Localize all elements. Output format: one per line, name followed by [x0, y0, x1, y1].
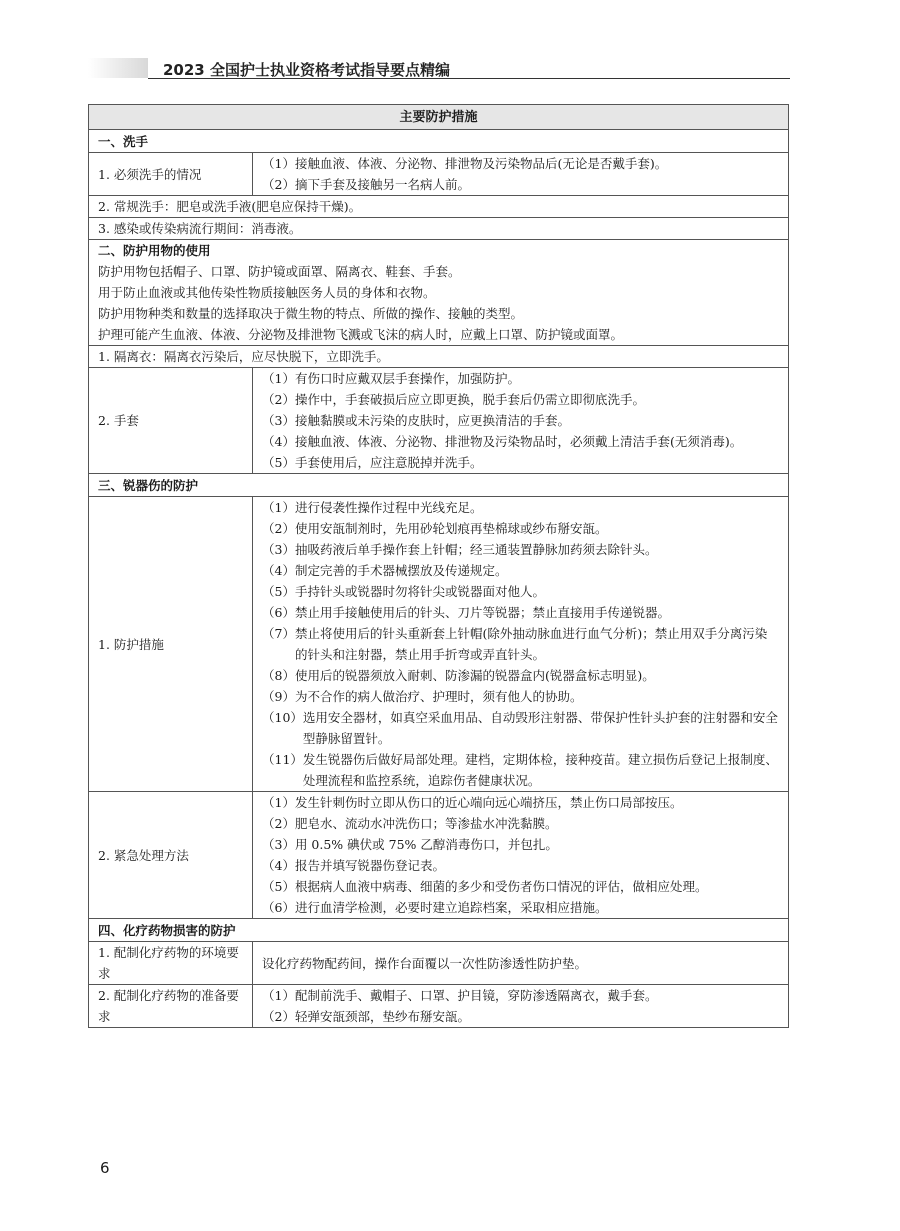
- item-text: 手持针头或锐器时勿将针尖或锐器面对他人。: [294, 584, 545, 599]
- item-text: 进行血清学检测，必要时建立追踪档案，采取相应措施。: [294, 900, 608, 915]
- item-text: 制定完善的手术器械摆放及传递规定。: [294, 563, 508, 578]
- list-item: [262, 452, 779, 473]
- table-row: [89, 985, 789, 1028]
- item-text: 操作中，手套破损后应立即更换，脱手套后仍需立即彻底洗手。: [294, 392, 645, 407]
- item-number: （4）: [262, 858, 295, 873]
- list-item: [262, 560, 779, 581]
- item-number: （4）: [262, 434, 295, 449]
- table-row: [89, 497, 789, 792]
- item-number: （2）: [262, 392, 295, 407]
- table-row: [89, 196, 789, 218]
- list-item: [262, 1006, 779, 1027]
- item-number: （6）: [262, 900, 295, 915]
- table-caption: 主要防护措施: [89, 105, 789, 130]
- list-item: [262, 686, 779, 707]
- section-intro-line: 防护用物包括帽子、口罩、防护镜或面罩、隔离衣、鞋套、手套。: [98, 264, 461, 279]
- item-number: （1）: [262, 156, 295, 171]
- row-label: 1. 配制化疗药物的环境要求: [89, 942, 253, 985]
- section-title-text: 二、防护用物的使用: [98, 243, 211, 258]
- table-row: [89, 153, 789, 196]
- list-item: [262, 665, 779, 686]
- row-label: 2. 配制化疗药物的准备要求: [89, 985, 253, 1028]
- row-content: [253, 368, 789, 474]
- row-text: 2. 常规洗手：肥皂或洗手液(肥皂应保持干燥)。: [89, 196, 789, 218]
- book-title: 2023 全国护士执业资格考试指导要点精编: [163, 61, 450, 79]
- list-item: [262, 834, 779, 855]
- section-title: [89, 240, 789, 346]
- row-text: 3. 感染或传染病流行期间：消毒液。: [89, 218, 789, 240]
- section-intro-line: 防护用物种类和数量的选择取决于微生物的特点、所做的操作、接触的类型。: [98, 306, 524, 321]
- list-item: [262, 897, 779, 918]
- table-row: [89, 346, 789, 368]
- item-number: （1）: [262, 371, 295, 386]
- item-text: 肥皂水、流动水冲洗伤口；等渗盐水冲洗黏膜。: [294, 816, 558, 831]
- item-text: 配制前洗手、戴帽子、口罩、护目镜，穿防渗透隔离衣，戴手套。: [294, 988, 658, 1003]
- item-number: （9）: [262, 689, 295, 704]
- table-row: [89, 218, 789, 240]
- list-item: [262, 792, 779, 813]
- list-item: [262, 497, 779, 518]
- list-item: [262, 539, 779, 560]
- item-text: 接触黏膜或未污染的皮肤时，应更换清洁的手套。: [294, 413, 570, 428]
- item-number: （6）: [262, 605, 295, 620]
- item-text: 摘下手套及接触另一名病人前。: [294, 177, 470, 192]
- item-number: （1）: [262, 988, 295, 1003]
- item-number: （5）: [262, 455, 295, 470]
- item-text: 为不合作的病人做治疗、护理时，须有他人的协助。: [294, 689, 583, 704]
- list-item: [262, 707, 779, 749]
- list-item: [262, 389, 779, 410]
- page-header: [88, 58, 790, 80]
- item-text: 发生锐器伤后做好局部处理。建档，定期体检，接种疫苗。建立损伤后登记上报制度、处理流程和监控系统，追踪伤者健康状况。: [302, 752, 778, 788]
- table-row: [89, 368, 789, 474]
- item-text: 发生针刺伤时立即从伤口的近心端向远心端挤压，禁止伤口局部按压。: [294, 795, 683, 810]
- item-text: 轻弹安瓿颈部，垫纱布掰安瓿。: [294, 1009, 470, 1024]
- row-label: 2. 手套: [89, 368, 253, 474]
- row-content: [253, 985, 789, 1028]
- list-item: [262, 623, 779, 665]
- section-title: 三、锐器伤的防护: [89, 474, 789, 497]
- row-content: [253, 792, 789, 919]
- row-content: [253, 153, 789, 196]
- list-item: [262, 431, 779, 452]
- item-text: 接触血液、体液、分泌物、排泄物及污染物品后(无论是否戴手套)。: [294, 156, 668, 171]
- item-number: （10）: [262, 710, 303, 725]
- item-number: （1）: [262, 795, 295, 810]
- page-number: 6: [100, 1159, 110, 1177]
- list-item: [262, 749, 779, 791]
- item-number: （3）: [262, 542, 295, 557]
- item-text: 禁止将使用后的针头重新套上针帽(除外抽动脉血进行血气分析)；禁止用双手分离污染的针头和注射器，禁止用手折弯或弄直针头。: [294, 626, 768, 662]
- row-text: 1. 隔离衣：隔离衣污染后，应尽快脱下，立即洗手。: [89, 346, 789, 368]
- section-row: [89, 474, 789, 497]
- row-label: 1. 防护措施: [89, 497, 253, 792]
- item-number: （2）: [262, 177, 295, 192]
- list-item: [262, 953, 779, 974]
- item-number: （3）: [262, 837, 295, 852]
- item-number: （2）: [262, 816, 295, 831]
- item-number: （5）: [262, 584, 295, 599]
- item-text: 使用后的锐器须放入耐刺、防渗漏的锐器盒内(锐器盒标志明显)。: [294, 668, 655, 683]
- item-text: 选用安全器材，如真空采血用品、自动毁形注射器、带保护性针头护套的注射器和安全型静脉留置针。: [302, 710, 778, 746]
- list-item: [262, 602, 779, 623]
- item-number: （2）: [262, 1009, 295, 1024]
- list-item: [262, 368, 779, 389]
- row-content: [253, 497, 789, 792]
- item-text: 设化疗药物配药间，操作台面覆以一次性防渗透性防护垫。: [262, 955, 588, 971]
- item-text: 使用安瓿制剂时，先用砂轮划痕再垫棉球或纱布掰安瓿。: [294, 521, 608, 536]
- section-title: 一、洗手: [89, 130, 789, 153]
- table-row: [89, 792, 789, 919]
- row-content: [253, 942, 789, 985]
- section-intro-line: 护理可能产生血液、体液、分泌物及排泄物飞溅或飞沫的病人时，应戴上口罩、防护镜或面罩。: [98, 327, 624, 342]
- list-item: [262, 174, 779, 195]
- list-item: [262, 153, 779, 174]
- header-gradient-bar: [88, 58, 148, 78]
- item-number: （5）: [262, 879, 295, 894]
- item-number: （1）: [262, 500, 295, 515]
- list-item: [262, 855, 779, 876]
- item-number: （7）: [262, 626, 295, 641]
- item-text: 根据病人血液中病毒、细菌的多少和受伤者伤口情况的评估，做相应处理。: [294, 879, 708, 894]
- item-number: （3）: [262, 413, 295, 428]
- list-item: [262, 581, 779, 602]
- table-caption-row: [89, 105, 789, 130]
- item-text: 接触血液、体液、分泌物、排泄物及污染物品时，必须戴上清洁手套(无须消毒)。: [294, 434, 743, 449]
- section-row: [89, 240, 789, 346]
- section-intro-line: 用于防止血液或其他传染性物质接触医务人员的身体和衣物。: [98, 285, 436, 300]
- protection-measures-table: [88, 104, 789, 1028]
- item-number: （2）: [262, 521, 295, 536]
- item-text: 进行侵袭性操作过程中光线充足。: [294, 500, 483, 515]
- list-item: [262, 985, 779, 1006]
- item-text: 报告并填写锐器伤登记表。: [294, 858, 445, 873]
- item-text: 抽吸药液后单手操作套上针帽；经三通装置静脉加药须去除针头。: [294, 542, 658, 557]
- list-item: [262, 410, 779, 431]
- section-title: 四、化疗药物损害的防护: [89, 919, 789, 942]
- section-row: [89, 919, 789, 942]
- item-number: （8）: [262, 668, 295, 683]
- item-text: 禁止用手接触使用后的针头、刀片等锐器；禁止直接用手传递锐器。: [294, 605, 670, 620]
- item-number: （11）: [262, 752, 303, 767]
- item-number: （4）: [262, 563, 295, 578]
- item-text: 手套使用后，应注意脱掉并洗手。: [294, 455, 483, 470]
- row-label: 1. 必须洗手的情况: [89, 153, 253, 196]
- row-label: 2. 紧急处理方法: [89, 792, 253, 919]
- header-rule: [148, 78, 790, 79]
- section-row: [89, 130, 789, 153]
- item-text: 用 0.5% 碘伏或 75% 乙醇消毒伤口，并包扎。: [294, 837, 558, 852]
- list-item: [262, 876, 779, 897]
- table-row: [89, 942, 789, 985]
- list-item: [262, 813, 779, 834]
- list-item: [262, 518, 779, 539]
- item-text: 有伤口时应戴双层手套操作，加强防护。: [294, 371, 520, 386]
